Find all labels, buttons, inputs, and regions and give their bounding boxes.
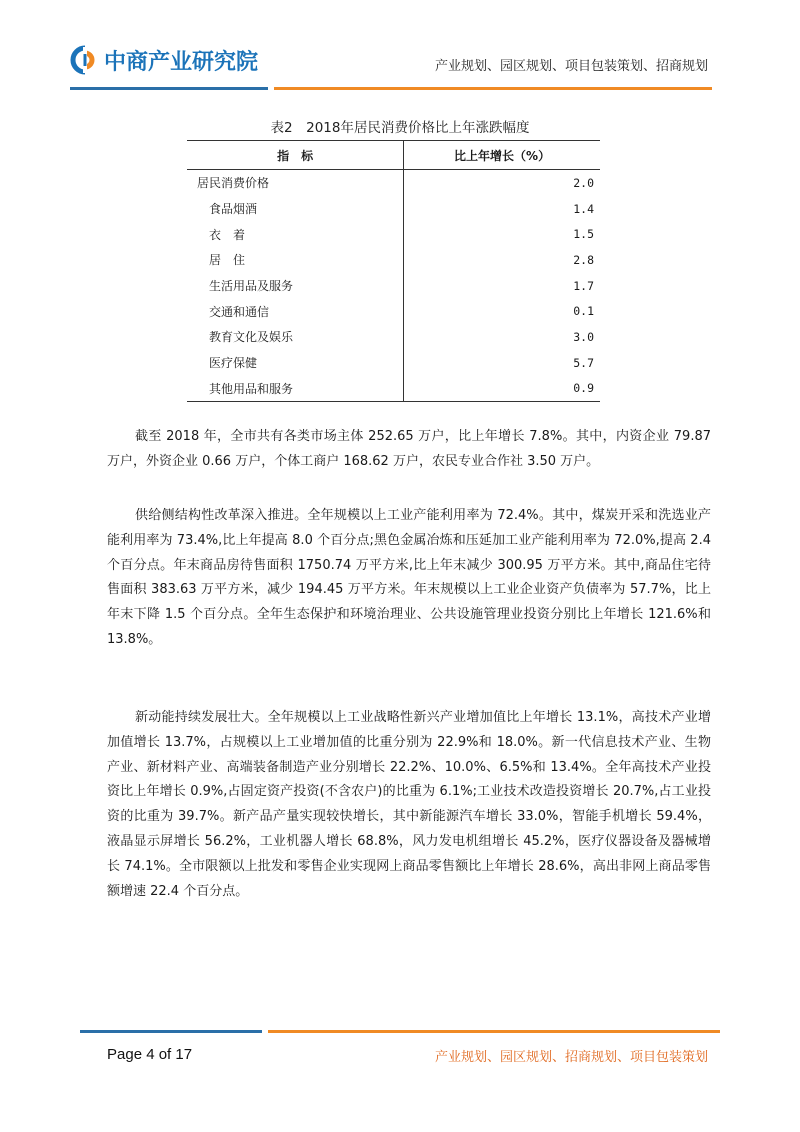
- cpi-table: [187, 140, 600, 402]
- paragraph-market-entities: 截至 2018 年，全市共有各类市场主体 252.65 万户，比上年增长 7.8%。其中，内资企业 79.87 万户，外资企业 0.66 万户，个体工商户 168.62 万户，农民专业合作社 3.50 万户。: [107, 429, 711, 469]
- row-label: 教育文化及娱乐: [187, 324, 404, 350]
- header-divider-blue: [70, 87, 268, 90]
- row-label: 居民消费价格: [187, 170, 404, 196]
- row-label: 交通和通信: [187, 298, 404, 324]
- company-logo: [70, 44, 258, 76]
- logo-text: 中商产业研究院: [104, 49, 259, 75]
- footer-divider-blue: [80, 1030, 262, 1033]
- row-label: 衣 着: [187, 221, 404, 247]
- row-value: 2.0: [573, 175, 594, 190]
- row-value: 0.1: [573, 304, 594, 319]
- paragraph-new-momentum: 新动能持续发展壮大。全年规模以上工业战略性新兴产业增加值比上年增长 13.1%，高技术产业增加值增长 13.7%，占规模以上工业增加值的比重分别为 22.9%和 18.0%。新一代信息技术产业、生物产业、新材料产业、高端装备制造产业分别增长 22.2%、10.0%、6.5%和 13.4%。全年高技术产业投资比上年增长 0.9%,占固定资产投资(不含农户)的比重为 6.1%;工业技术改造投资增长 20.7%,占工业投资的比重为 39.7%。新产品产量实现较快增长，其中新能源汽车增长 33.0%，智能手机增长 59.4%，液晶显示屏增长 56.2%，工业机器人增长 68.8%，风力发电机组增长 45.2%，医疗仪器设备及器械增长 74.1%。全市限额以上批发和零售企业实现网上商品零售额比上年增长 28.6%，高出非网上商品零售额增速 22.4 个百分点。: [107, 710, 711, 899]
- table-row: [187, 376, 600, 402]
- table-header-row: [187, 141, 600, 170]
- table-row: [187, 298, 600, 324]
- table-row: [187, 221, 600, 247]
- header-divider-orange: [274, 87, 712, 90]
- row-label: 医疗保健: [187, 350, 404, 376]
- row-label: 其他用品和服务: [187, 376, 404, 402]
- row-label: 生活用品及服务: [187, 273, 404, 299]
- table-row: [187, 350, 600, 376]
- footer-divider-orange: [268, 1030, 720, 1033]
- row-label: 居 住: [187, 247, 404, 273]
- footer-tagline: 产业规划、园区规划、招商规划、项目包装策划: [434, 1050, 708, 1065]
- logo-mark-icon: [70, 45, 100, 75]
- column-header-indicator: 指 标: [187, 141, 404, 170]
- row-value: 1.5: [573, 227, 594, 242]
- page-number: Page 4 of 17: [107, 1046, 193, 1063]
- table-row: [187, 273, 600, 299]
- row-value: 5.7: [573, 355, 594, 370]
- table-row: [187, 324, 600, 350]
- row-label: 食品烟酒: [187, 196, 404, 222]
- paragraph-supply-side-reform: 供给侧结构性改革深入推进。全年规模以上工业产能利用率为 72.4%。其中，煤炭开采和洗选业产能利用率为 73.4%,比上年提高 8.0 个百分点;黑色金属冶炼和压延加工业产能利用率为 72.0%,提高 2.4 个百分点。年末商品房待售面积 1750.74 万平方米,比上年末减少 300.95 万平方米。其中,商品住宅待售面积 383.63 万平方米，减少 194.45 万平方米。年末规模以上工业企业资产负债率为 57.7%，比上年末下降 1.5 个百分点。全年生态保护和环境治理业、公共设施管理业投资分别比上年增长 121.6%和 13.8%。: [107, 508, 711, 647]
- table-title: 表2 2018年居民消费价格比上年涨跌幅度: [270, 120, 530, 136]
- row-value: 3.0: [573, 329, 594, 344]
- row-value: 1.7: [573, 278, 594, 293]
- table-row: [187, 196, 600, 222]
- header-tagline: 产业规划、园区规划、项目包装策划、招商规划: [434, 59, 708, 74]
- table-row: [187, 170, 600, 196]
- row-value: 1.4: [573, 201, 594, 216]
- table-row: [187, 247, 600, 273]
- row-value: 0.9: [404, 376, 600, 402]
- column-header-change: 比上年增长（%）: [404, 141, 600, 170]
- row-value: 2.8: [573, 252, 594, 267]
